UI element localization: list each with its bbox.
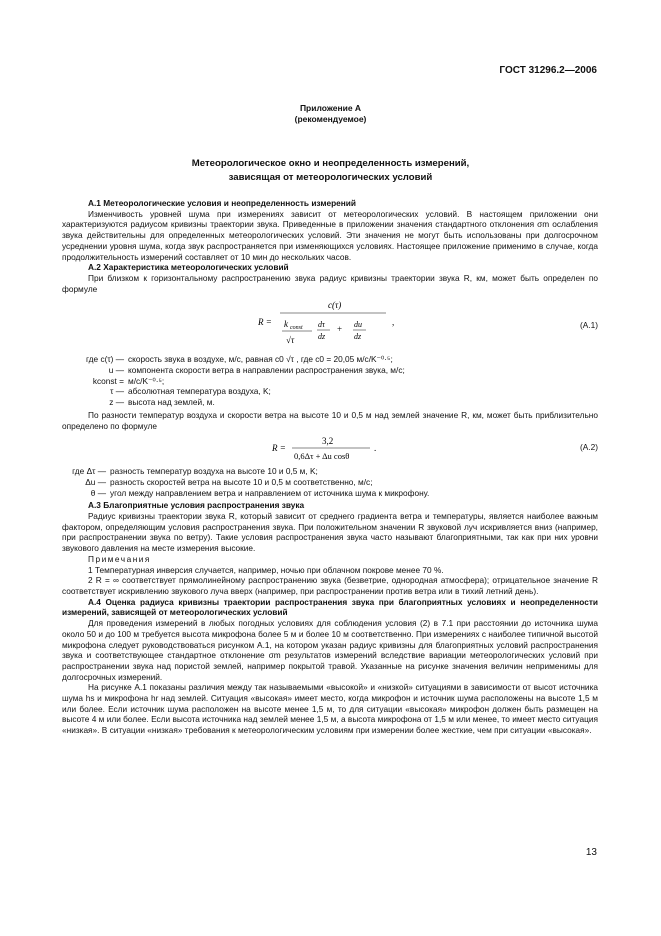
definition-row <box>62 354 598 365</box>
eq1-dtau: dτ <box>318 320 325 330</box>
eq1-tail: , <box>392 317 395 328</box>
eq2-lhs: R = <box>272 443 286 454</box>
equation-a1-number: (А.1) <box>580 320 598 331</box>
definition-symbol: z — <box>109 397 124 408</box>
formula-a1 <box>258 298 458 350</box>
definition-row <box>62 397 598 408</box>
eq1-plus: + <box>337 324 343 335</box>
page-number: 13 <box>585 847 597 858</box>
main-title-line1: Метеорологическое окно и неопределенность измерений, <box>191 158 470 169</box>
definition-row <box>62 488 598 499</box>
definitions-a2 <box>62 466 598 498</box>
definition-text: разность температур воздуха на высоте 10 и 0,5 м, K; <box>110 466 318 477</box>
equation-a1 <box>62 298 598 350</box>
eq1-numerator: c(τ) <box>328 300 342 311</box>
definition-text: высота над землей, м. <box>128 397 215 408</box>
definition-text: скорость звука в воздухе, м/с, равная c0 √τ , где c0 = 20,05 м/с/K⁻⁰·⁵; <box>128 354 393 365</box>
note-2: 2 R = ∞ соответствует прямолинейному распространению звука (безветрие, однородная атмосфера); отрицательное значение R соответствует искривлению звукового луча вверх (например, при распространении против ветра или в тихий летний день). <box>62 575 598 596</box>
definition-text: угол между направлением ветра и направлением от источника шума к микрофону. <box>110 487 430 498</box>
definition-text: разность скоростей ветра на высоте 10 и 0,5 м соответственно, м/с; <box>110 476 373 487</box>
eq1-k: k <box>284 319 288 330</box>
definition-row <box>62 365 598 376</box>
standard-number: ГОСТ 31296.2—2006 <box>499 65 597 76</box>
annex-heading <box>0 103 661 125</box>
section-a1-heading: А.1 Метеорологические условия и неопределенность измерений <box>88 198 356 208</box>
definition-row <box>62 466 598 477</box>
definitions-a1 <box>62 354 598 408</box>
section-a1-paragraph: Изменчивость уровней шума при измерениях зависит от метеорологических условий. В настоящем приложении они характеризуются радиусом кривизны траектории звука. Приведенные в приложении значения стандартного отклонения σm ослабления звука действительны для определенных метеорологических условий. Эти значения не могут быть использованы при долгосрочном усреднении уровня шума, когда звук распространяется при изменяющихся условиях. Настоящее приложение применимо в случае, когда продолжительность измерений составляет от 10 мин до нескольких часов. <box>62 208 598 262</box>
definition-text: абсолютная температура воздуха, K; <box>128 386 271 397</box>
section-a4-paragraph2: На рисунке А.1 показаны различия между так называемыми «высокой» и «низкой» ситуациями в зависимости от высот источника шума hs и микрофона hr над землей. Ситуация «высокая» имеет место, когда микрофон и источник шума расположены на высоте 1,5 м или более. Если источник шума расположен на высоте менее 1,5 м, то для ситуации «высокая» микрофон должен быть размещен на высоте 4 м или более. Если высота источника над землей менее 1,5 м, а высота микрофона от 1,5 м или менее, то имеет место ситуация «низкая». В ситуации «низкая» требования к метеорологическим условиям при измерении более жесткие, чем при ситуации «высокая». <box>62 682 598 736</box>
section-a2-paragraph2: По разности температур воздуха и скорости ветра на высоте 10 и 0,5 м над землей значение R, км, может быть приблизительно определено по формуле <box>62 409 598 431</box>
eq1-k-subscript: const <box>290 325 303 332</box>
definition-symbol: θ — <box>90 487 106 498</box>
annex-subtitle: (рекомендуемое) <box>294 114 367 124</box>
section-a4-heading <box>62 597 598 618</box>
eq2-numerator: 3,2 <box>322 436 334 447</box>
notes-title: Примечания <box>88 553 151 564</box>
section-a2-heading: А.2 Характеристика метеорологических условий <box>88 262 289 273</box>
section-a2-paragraph1: При близком к горизонтальному распространению звука радиус кривизны траектории звука R, км, может быть определен по формуле <box>62 272 598 294</box>
main-title-line2: зависящая от метеорологических условий <box>228 172 433 183</box>
main-title <box>0 157 661 185</box>
definition-row <box>62 477 598 488</box>
eq2-tail: . <box>374 443 377 454</box>
equation-a2 <box>62 434 598 462</box>
eq1-sqrt-tau: √τ <box>286 335 295 346</box>
eq1-du: du <box>354 320 362 330</box>
definition-symbol: kconst = <box>92 375 124 386</box>
eq1-dz1: dz <box>318 332 326 342</box>
definition-text: м/с/K⁻⁰·⁵; <box>128 375 165 386</box>
body-text <box>62 198 598 736</box>
section-a4-heading-text: А.4 Оценка радиуса кривизны траектории распространения звука при благоприятных условиях и неопределенности измерений, зависящей от метеорологических условий <box>62 596 598 618</box>
section-a3-heading: А.3 Благоприятные условия распространения звука <box>88 500 305 511</box>
eq1-lhs: R = <box>258 317 272 328</box>
definition-symbol: где Δτ — <box>72 466 106 477</box>
note-1: 1 Температурная инверсия случается, например, ночью при облачном покрове менее 70 %. <box>88 564 444 575</box>
eq1-dz2: dz <box>354 332 362 342</box>
definition-symbol: где c(τ) — <box>86 354 124 365</box>
definition-symbol: u — <box>108 365 124 376</box>
formula-a2 <box>258 434 458 462</box>
definition-symbol: Δu — <box>85 476 106 487</box>
definition-row <box>62 376 598 387</box>
annex-title: Приложение А <box>299 103 362 113</box>
definition-row <box>62 386 598 397</box>
eq2-denominator: 0,6Δτ + Δu cosθ <box>294 451 350 462</box>
equation-a2-number: (А.2) <box>580 442 598 453</box>
definition-symbol: τ — <box>110 386 124 397</box>
section-a3-paragraph: Радиус кривизны траектории звука R, который зависит от среднего градиента ветра и температуры, является наиболее важным фактором, определяющим условия распространения звука. При положительном значении R звуковой луч искривляется вниз (например, при распространении звука по ветру). Такие условия распространения звука часто называют благоприятными, так как при них уровни звукового давления на месте измерения высокие. <box>62 511 598 554</box>
definition-text: компонента скорости ветра в направлении распространения звука, м/с; <box>128 365 405 376</box>
section-a4-paragraph1: Для проведения измерений в любых погодных условиях для соблюдения условия (2) в 7.1 при расстоянии до источника шума около 50 и до 100 м требуется высота микрофона более 5 м и более 10 м соответственно. При измерениях с наиболее типичной высотой микрофона следует руководствоваться рисунком А.1, на котором указан радиус кривизны для благоприятных условий распространения звука и соответствующее стандартное отклонение σm результатов измерений вследствие вариации метеорологических условий при распространении звука над пористой землей, например покрытой травой. Указанные на рисунке значения величин неприменимы для долгосрочных измерений. <box>62 618 598 682</box>
